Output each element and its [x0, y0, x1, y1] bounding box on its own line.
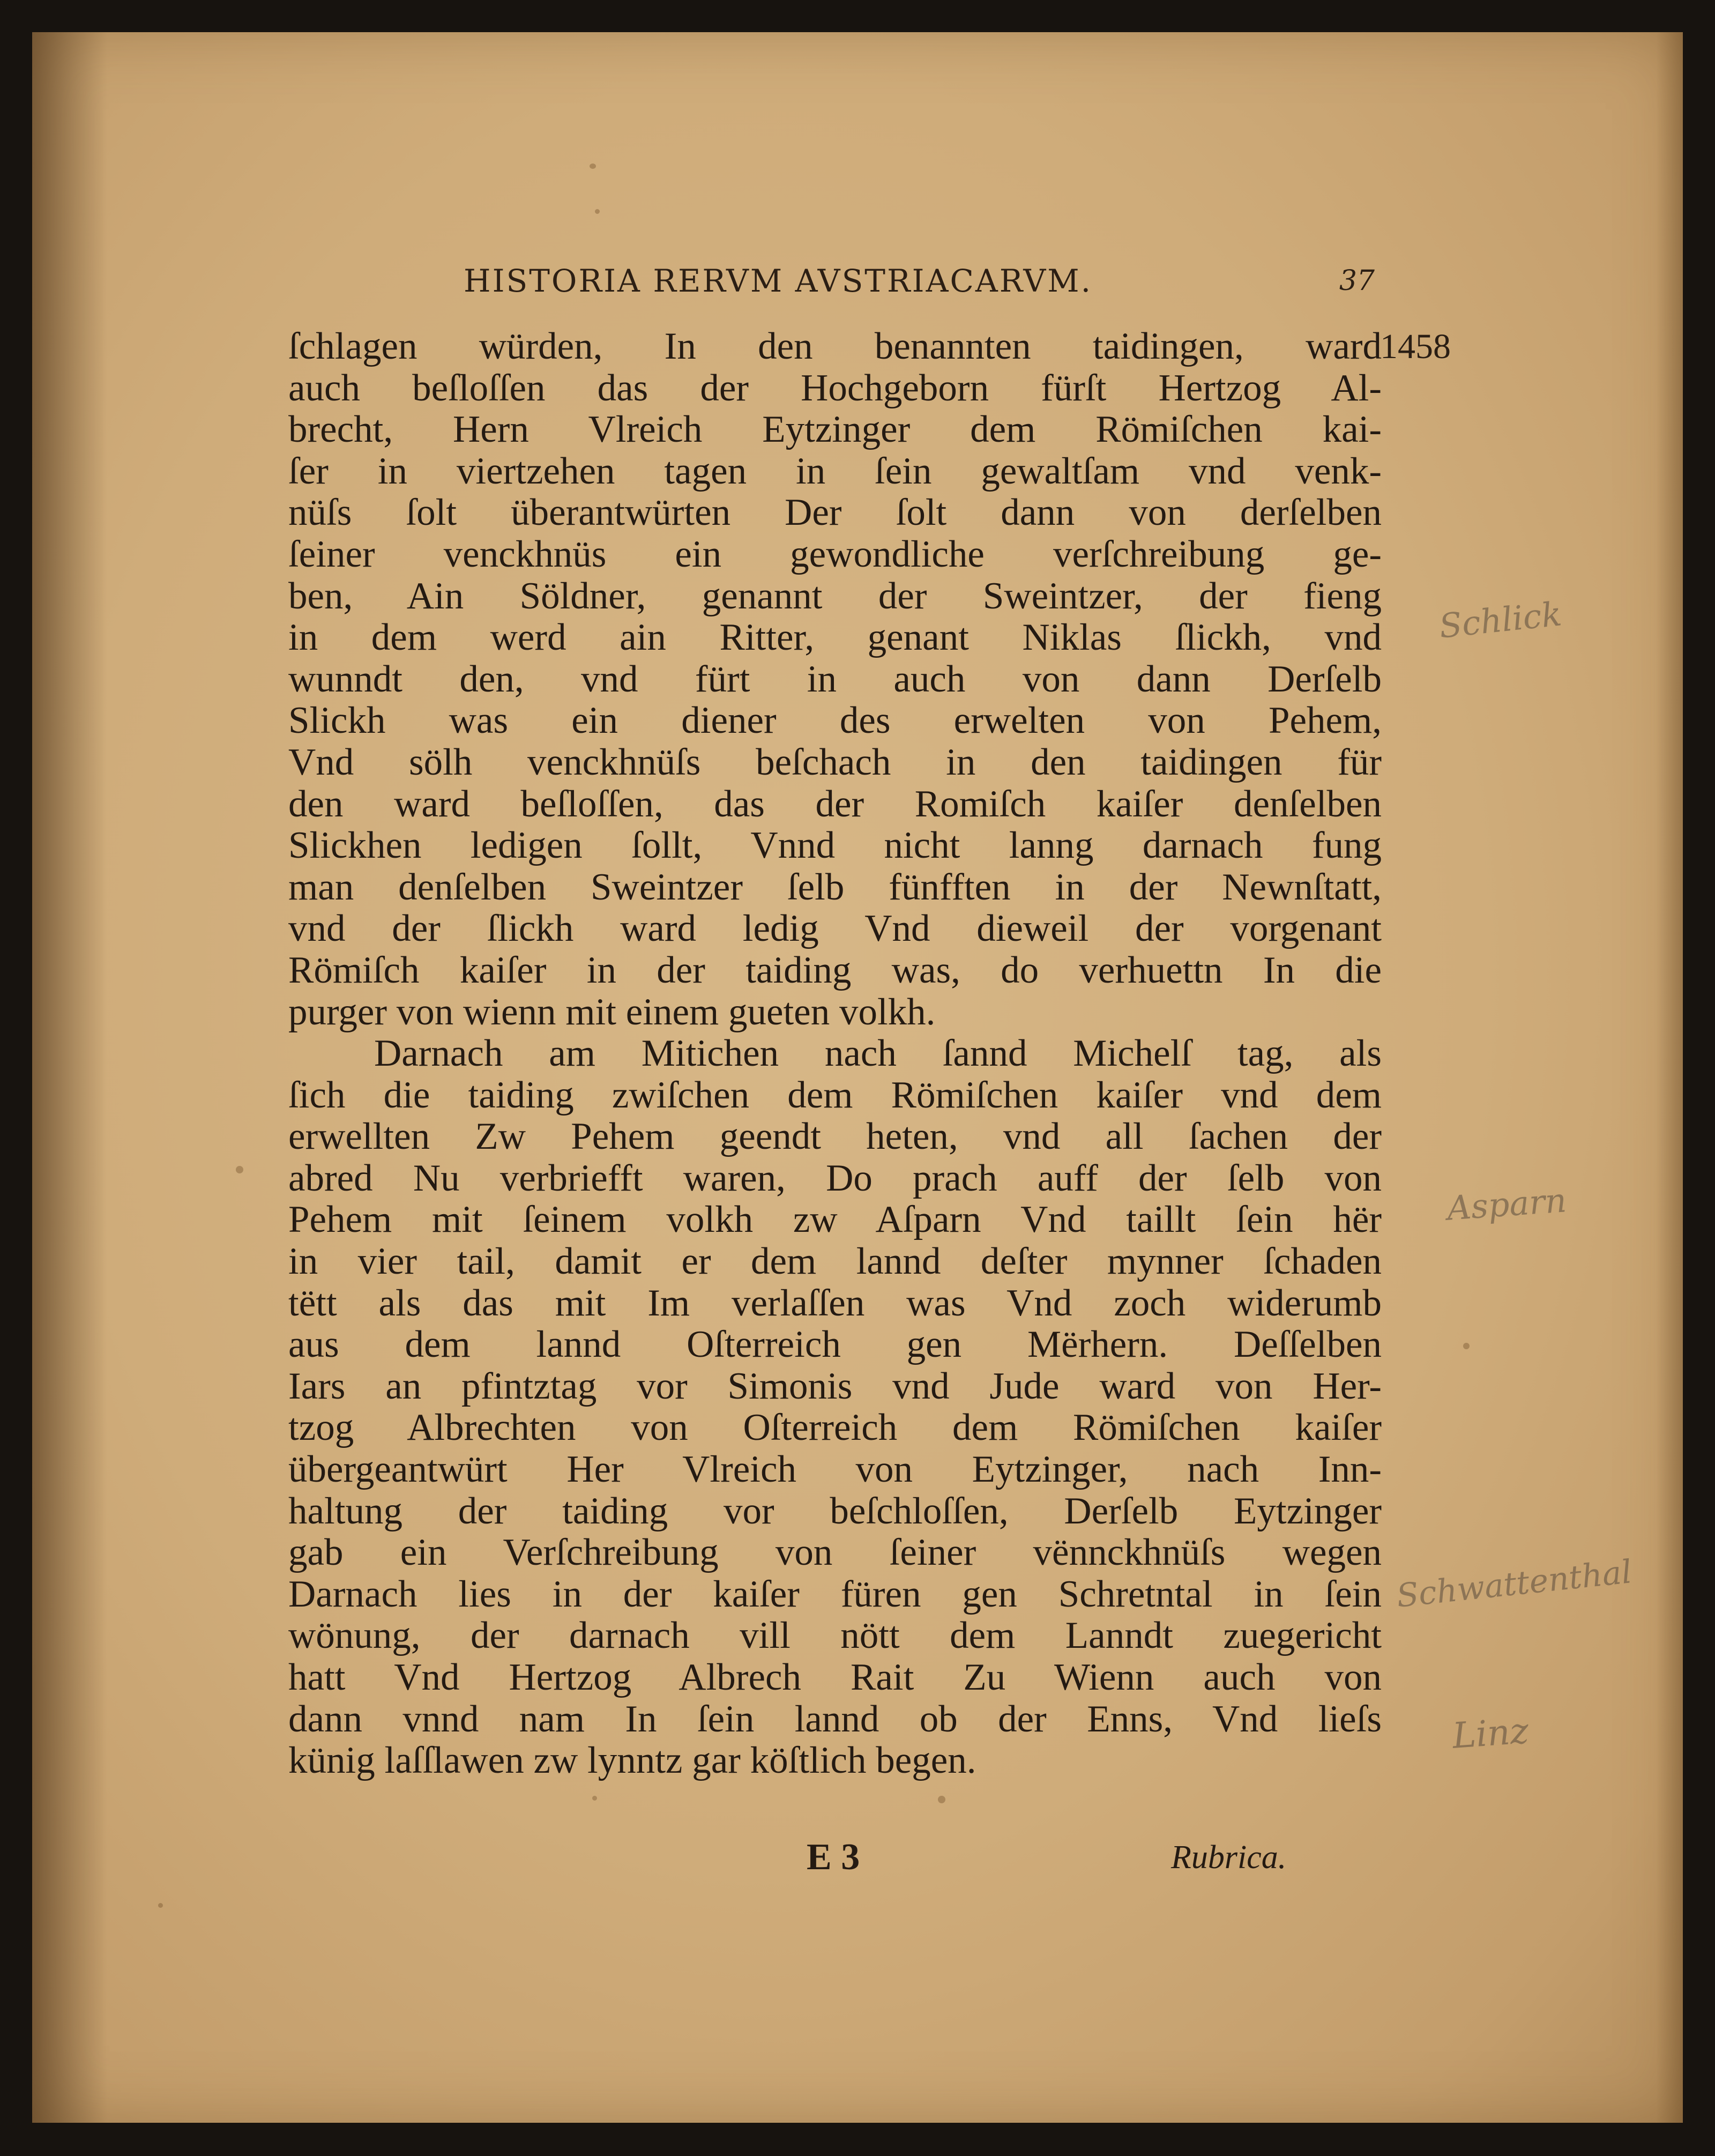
- running-title: HISTORIA RERVM AVSTRIACARVM.: [464, 263, 1093, 299]
- text-line: auch beſloſſen das der Hochgeborn fürſt Hertzog Al-: [288, 367, 1382, 409]
- text-line: ſeiner venckhnüs ein gewondliche verſchreibung ge-: [288, 533, 1382, 575]
- text-line: Darnach am Mitichen nach ſannd Michelſ tag, als: [374, 1032, 1382, 1075]
- text-line: brecht, Hern Vlreich Eytzinger dem Römiſchen kai-: [288, 408, 1382, 451]
- text-line: in vier tail, damit er dem lannd deſter mynner ſchaden: [288, 1240, 1382, 1283]
- text-line: Iars an pfintztag vor Simonis vnd Jude ward von Her-: [288, 1365, 1382, 1407]
- foxing-spot: [236, 1166, 243, 1173]
- running-head: [464, 257, 1375, 306]
- body-text: [288, 326, 1382, 1782]
- text-line: dann vnnd nam In ſein lannd ob der Enns, Vnd lieſs: [288, 1698, 1382, 1740]
- text-line: ſich die taiding zwiſchen dem Römiſchen kaiſer vnd dem: [288, 1074, 1382, 1116]
- text-line: wunndt den, vnd fürt in auch von dann Derſelb: [288, 658, 1382, 700]
- margin-year: 1458: [1380, 327, 1451, 366]
- foxing-spot: [938, 1796, 945, 1803]
- handwritten-note-linz: Linz: [1451, 1710, 1530, 1757]
- text-line: erwellten Zw Pehem geendt heten, vnd all ſachen der: [288, 1116, 1382, 1158]
- text-line: ben, Ain Söldner, genannt der Sweintzer, der fieng: [288, 575, 1382, 617]
- foxing-spot: [595, 209, 600, 214]
- text-line: Vnd sölh venckhnüſs beſchach in den taidingen für: [288, 741, 1382, 783]
- text-line: in dem werd ain Ritter, genant Niklas ſlickh, vnd: [288, 616, 1382, 659]
- text-line: tzog Albrechten von Oſterreich dem Römiſchen kaiſer: [288, 1407, 1382, 1449]
- text-line: künig laſſlawen zw lynntz gar köſtlich begen.: [288, 1739, 976, 1782]
- page-number: 37: [1339, 265, 1375, 297]
- text-line: abred Nu verbriefft waren, Do prach auff der ſelb von: [288, 1157, 1382, 1199]
- text-line: gab ein Verſchreibung von ſeiner vënnckhnüſs wegen: [288, 1531, 1382, 1574]
- text-line: nüſs ſolt überantwürten Der ſolt dann von derſelben: [288, 492, 1382, 534]
- text-line: Darnach lies in der kaiſer füren gen Schretntal in ſein: [288, 1573, 1382, 1615]
- text-line: übergeantwürt Her Vlreich von Eytzinger, nach Inn-: [288, 1448, 1382, 1491]
- book-page: [32, 32, 1683, 2123]
- foxing-spot: [590, 163, 596, 169]
- text-line: haltung der taiding vor beſchloſſen, Derſelb Eytzinger: [288, 1490, 1382, 1532]
- handwritten-note-schlick: Schlick: [1437, 594, 1564, 646]
- foxing-spot: [1463, 1343, 1470, 1349]
- foxing-spot: [592, 1796, 597, 1801]
- text-line: Römiſch kaiſer in der taiding was, do verhuettn In die: [288, 949, 1382, 991]
- signature-mark: E 3: [807, 1837, 860, 1878]
- text-line: den ward beſloſſen, das der Romiſch kaiſer denſelben: [288, 783, 1382, 825]
- text-line: wönung, der darnach vill nött dem Lanndt zuegericht: [288, 1615, 1382, 1657]
- handwritten-note-asparn: Asparn: [1445, 1180, 1568, 1228]
- text-line: purger von wienn mit einem gueten volkh.: [288, 991, 936, 1033]
- text-line: man denſelben Sweintzer ſelb fünfften in der Newnſtatt,: [288, 866, 1382, 908]
- text-line: vnd der ſlickh ward ledig Vnd dieweil der vorgenant: [288, 908, 1382, 950]
- text-line: ſchlagen würden, In den benannten taidingen, ward: [288, 325, 1382, 367]
- text-line: aus dem lannd Oſterreich gen Mërhern. Deſſelben: [288, 1324, 1382, 1366]
- text-line: hatt Vnd Hertzog Albrech Rait Zu Wienn auch von: [288, 1656, 1382, 1698]
- catchword: Rubrica.: [1171, 1839, 1287, 1876]
- fore-edge-shadow: [1656, 32, 1683, 2123]
- text-line: Slickhen ledigen ſollt, Vnnd nicht lanng darnach fung: [288, 824, 1382, 867]
- text-line: Slickh was ein diener des erwelten von Pehem,: [288, 700, 1382, 742]
- handwritten-note-schwattenthal: Schwattenthal: [1395, 1553, 1634, 1615]
- text-line: Pehem mit ſeinem volkh zw Aſparn Vnd taillt ſein hër: [288, 1199, 1382, 1241]
- text-line: tëtt als das mit Im verlaſſen was Vnd zoch widerumb: [288, 1282, 1382, 1324]
- text-line: ſer in viertzehen tagen in ſein gewaltſam vnd venk-: [288, 450, 1382, 492]
- gutter-shadow: [32, 32, 107, 2123]
- foxing-spot: [158, 1903, 163, 1908]
